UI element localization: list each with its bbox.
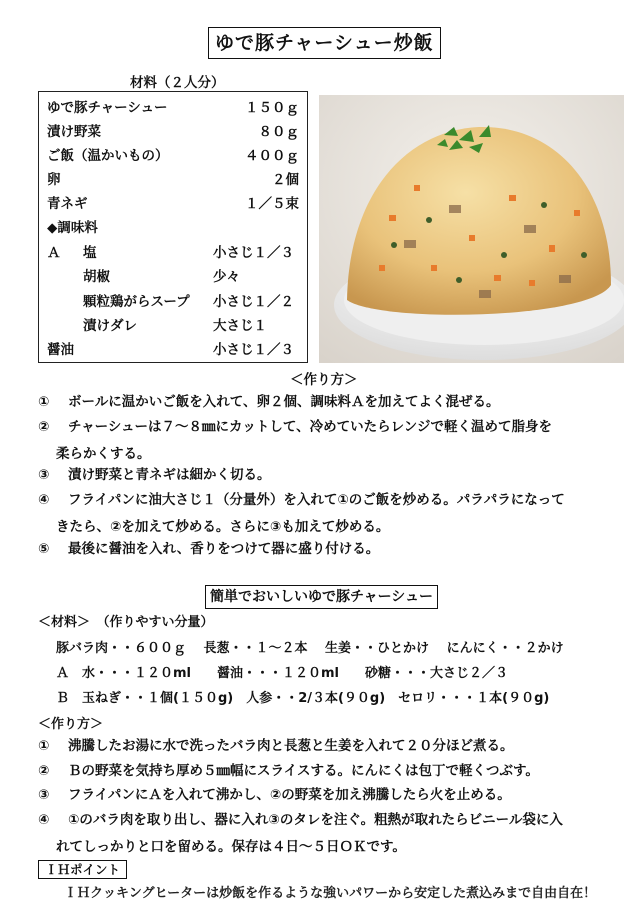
seasoning-group-label: Ａ [47, 245, 61, 261]
step-text: Ｂの野菜を気持ち厚め５㎜幅にスライスする。にんにくは包丁で軽くつぶす。 [68, 763, 539, 779]
page-title: ゆで豚チャーシュー炒飯 [208, 27, 441, 59]
ingredient-name: 卵 [47, 172, 61, 188]
step-number: ① [38, 738, 50, 754]
ih-point-label: ＩＨポイント [38, 860, 127, 879]
step-continuation: 柔らかくする。 [56, 446, 151, 462]
step-text: 漬け野菜と青ネギは細かく切る。 [68, 467, 271, 483]
chashu-step [38, 762, 539, 780]
seasoning-name: 漬けダレ [83, 318, 137, 334]
step-number: ④ [38, 812, 50, 828]
chashu-title: 簡単でおいしいゆで豚チャーシュー [205, 585, 438, 609]
soy-qty: 小さじ１／３ [213, 342, 294, 358]
ingredient-qty: ２個 [272, 172, 299, 188]
chashu-step [38, 786, 511, 804]
method-step [38, 491, 565, 509]
ingredient-name: 青ネギ [47, 196, 88, 212]
step-text: ①のバラ肉を取り出し、器に入れ③のタレを注ぐ。粗熱が取れたらビニール袋に入 [68, 812, 563, 828]
method-heading: ＜作り方＞ [290, 372, 358, 388]
step-text: チャーシューは７～８㎜にカットして、冷めていたらレンジで軽く温めて脂身を [68, 419, 552, 435]
ingredient-qty: ８０ｇ [258, 124, 299, 140]
method-step [38, 393, 499, 411]
materials-heading: 材料（２人分） [130, 75, 225, 91]
step-text: 最後に醤油を入れ、香りをつけて器に盛り付ける。 [68, 541, 380, 557]
step-continuation: れてしっかりと口を留める。保存は４日～５日ＯＫです。 [56, 839, 406, 855]
chashu-materials-line-a: Ａ 水・・・１２０ml 醤油・・・１２０ml 砂糖・・・大さじ２／３ [56, 666, 509, 681]
seasoning-name: 塩 [83, 245, 97, 261]
seasoning-label-text: ◆調味料 [47, 220, 98, 236]
method-step [38, 540, 379, 558]
ingredient-name: ゆで豚チャーシュー [47, 100, 168, 116]
seasoning-name: 顆粒鶏がらスープ [83, 294, 190, 310]
seasoning-qty: 少々 [213, 269, 240, 285]
step-text: フライパンにＡを入れて沸かし、②の野菜を加え沸騰したら火を止める。 [68, 787, 511, 803]
ih-point-text: ＩＨクッキングヒーターは炒飯を作るような強いパワーから安定した煮込みまで自由自在！ [64, 886, 597, 901]
seasoning-qty: 小さじ１／２ [213, 294, 294, 310]
step-text: フライパンに油大さじ１（分量外）を入れて①のご飯を炒める。パラパラになって [68, 492, 565, 508]
ingredient-name: 漬け野菜 [47, 124, 101, 140]
method-step [38, 466, 271, 484]
step-number: ② [38, 763, 50, 779]
method-step [38, 418, 552, 436]
ingredients-table [38, 91, 308, 363]
step-continuation: きたら、②を加えて炒める。さらに③も加えて炒める。 [56, 519, 390, 535]
chashu-materials-line-b: Ｂ 玉ねぎ・・１個(１５０g) 人参・・2/３本(９０g) セロリ・・・１本(９０g) [56, 691, 550, 706]
chashu-method-heading: ＜作り方＞ [38, 717, 104, 732]
ingredient-qty: ４００ｇ [245, 148, 299, 164]
step-text: 沸騰したお湯に水で洗ったバラ肉と長葱と生姜を入れて２０分ほど煮る。 [68, 738, 514, 754]
chashu-materials-heading: ＜材料＞ （作りやすい分量） [38, 615, 214, 630]
chashu-step [38, 811, 563, 829]
seasoning-name: 胡椒 [83, 269, 110, 285]
seasoning-qty: 大さじ１ [213, 318, 267, 334]
step-number: ③ [38, 467, 50, 483]
ingredient-qty: １５０ｇ [245, 100, 299, 116]
ingredient-name: ご飯（温かいもの） [47, 148, 169, 164]
soy-name: 醤油 [47, 342, 74, 358]
step-number: ⑤ [38, 541, 50, 557]
chashu-materials-line: 豚バラ肉・・６００ｇ 長葱・・１～２本 生姜・・ひとかけ にんにく・・２かけ [56, 641, 564, 656]
ingredient-qty: １／５束 [245, 196, 299, 212]
fried-rice-photo [319, 95, 624, 363]
step-number: ④ [38, 492, 50, 508]
chashu-step [38, 737, 514, 755]
step-number: ① [38, 394, 50, 410]
seasoning-qty: 小さじ１／３ [213, 245, 294, 261]
step-number: ② [38, 419, 50, 435]
step-text: ボールに温かいご飯を入れて、卵２個、調味料Ａを加えてよく混ぜる。 [68, 394, 500, 410]
fried-rice-image [319, 95, 624, 363]
step-number: ③ [38, 787, 50, 803]
